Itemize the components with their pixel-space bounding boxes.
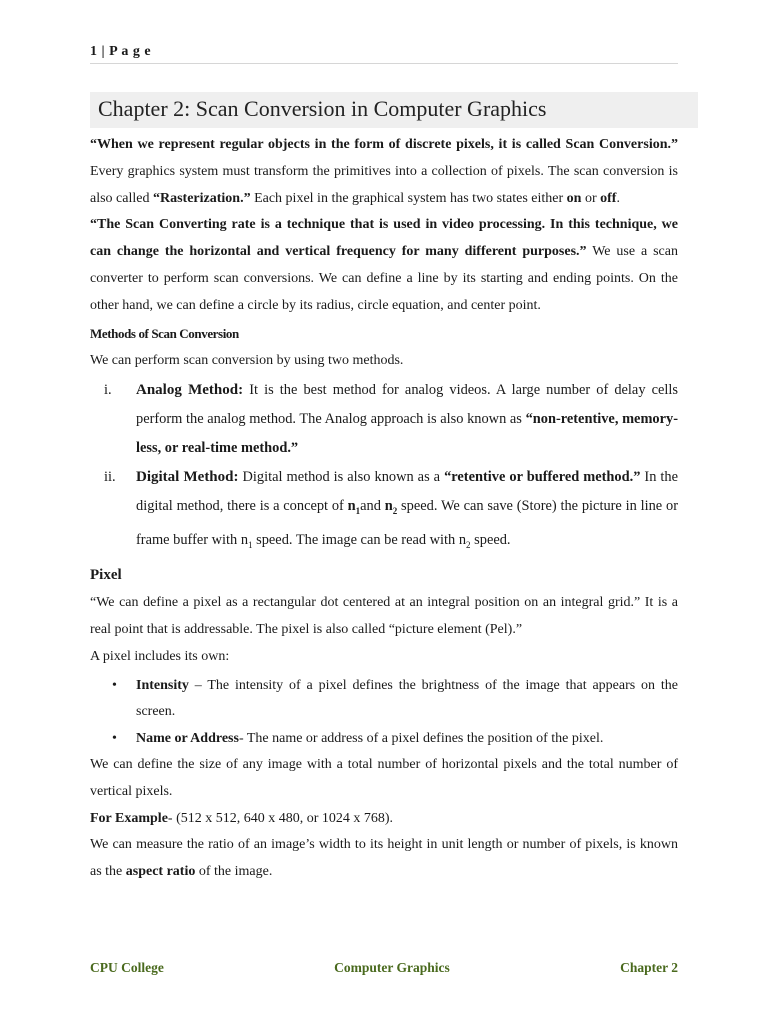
- footer-course: Computer Graphics: [334, 960, 450, 975]
- aspect-ratio-term: aspect ratio: [125, 864, 196, 880]
- digital-method-text-3: and: [360, 498, 385, 515]
- list-item-digital-method: [90, 463, 678, 560]
- methods-list: [90, 376, 678, 560]
- analog-method-label: Analog Method:: [136, 382, 244, 399]
- para1-text-2: Each pixel in the graphical system has two states either: [250, 190, 567, 206]
- off-term: off: [600, 190, 617, 206]
- page-separator: |: [101, 44, 106, 59]
- para1-text-1: Every graphics system must transform the primitives into a collection of pixels. The scan conversion is also called: [90, 163, 678, 206]
- name-address-text: - The name or address of a pixel defines the position of the pixel.: [238, 730, 604, 746]
- analog-method-text: It is the best method for analog videos. A large number of delay cells perform the analog method. The Analog approach is also known as: [136, 382, 678, 428]
- name-address-label: Name or Address: [136, 730, 239, 746]
- example-text: - (512 x 512, 640 x 480, or 1024 x 768).: [167, 810, 394, 826]
- digital-method-text-6: speed.: [470, 532, 511, 549]
- footer-college: CPU College: [90, 960, 164, 975]
- methods-intro: We can perform scan conversion by using two methods.: [90, 352, 404, 368]
- bullet-icon: •: [112, 730, 117, 746]
- example-paragraph: [90, 806, 678, 833]
- pixel-properties-list: [90, 673, 678, 753]
- list-number: i.: [104, 382, 112, 399]
- n2-letter: n: [384, 498, 393, 515]
- n1-subscript: 1: [355, 506, 361, 517]
- digital-method-text-5: speed. The image can be read with n: [252, 532, 467, 549]
- para1-text-4: .: [616, 190, 620, 206]
- n1-term: [347, 498, 361, 517]
- list-item-intensity: [90, 673, 678, 726]
- example-label: For Example: [90, 810, 168, 826]
- digital-method-label: Digital Method:: [136, 469, 239, 486]
- aspect-text-2: of the image.: [195, 864, 273, 880]
- methods-heading: Methods of Scan Conversion: [90, 325, 239, 341]
- intensity-label: Intensity: [136, 677, 189, 693]
- list-number: ii.: [104, 469, 116, 486]
- analog-method-alias: “non-retentive, memory-less, or real-time method.”: [136, 411, 679, 457]
- n1-speed-subscript: 1: [248, 540, 253, 551]
- intensity-text: – The intensity of a pixel defines the brightness of the image that appears on the screen.: [136, 677, 678, 720]
- para1-text-3: or: [581, 190, 601, 206]
- pixel-includes: A pixel includes its own:: [90, 648, 230, 664]
- aspect-ratio-paragraph: [90, 832, 678, 886]
- rasterization-term: “Rasterization.”: [152, 190, 251, 206]
- intro-paragraph: [90, 132, 678, 212]
- page-number: 1: [90, 44, 98, 59]
- n1-letter: n: [347, 498, 356, 515]
- digital-method-alias: “retentive or buffered method.”: [444, 469, 641, 486]
- page-label: P a g e: [109, 44, 152, 59]
- aspect-text-1: We can measure the ratio of an image’s width to its height in unit length or number of pixels, is known as the: [90, 837, 678, 880]
- page-header: [90, 44, 678, 64]
- n2-speed-subscript: 2: [466, 540, 471, 551]
- digital-method-text-2: In the digital method, there is a concept of: [136, 469, 678, 515]
- scan-rate-paragraph: [90, 212, 678, 319]
- page-footer: [90, 960, 678, 976]
- n2-term: [384, 498, 398, 517]
- scan-conversion-definition: “When we represent regular objects in the form of discrete pixels, it is called Scan Conversion.”: [90, 137, 678, 152]
- footer-chapter: Chapter 2: [620, 960, 678, 975]
- bullet-icon: •: [112, 677, 117, 693]
- list-item-name-address: [90, 726, 678, 753]
- list-item-analog-method: [90, 376, 678, 463]
- pixel-definition: “We can define a pixel as a rectangular dot centered at an integral position on an integral grid.” It is a real point that is addressable. The pixel is also called “picture element (Pel).”: [90, 595, 678, 637]
- digital-method-text-1: Digital method is also known as a: [238, 469, 445, 486]
- image-size-paragraph: We can define the size of any image with a total number of horizontal pixels and the total number of vertical pixels.: [90, 757, 678, 799]
- document-body: [90, 92, 678, 886]
- chapter-title: Chapter 2: Scan Conversion in Computer Graphics: [90, 92, 698, 128]
- pixel-heading: Pixel: [90, 567, 122, 584]
- on-term: on: [566, 190, 582, 206]
- scan-rate-definition: “The Scan Converting rate is a technique that is used in video processing. In this technique, we can change the horizontal and vertical frequency for many different purposes.”: [90, 217, 678, 260]
- digital-method-text-4: speed. We can save (Store) the picture in line or frame buffer with n: [136, 498, 678, 549]
- para2-text: We use a scan converter to perform scan conversions. We can define a line by its starting and ending points. On the other hand, we can define a circle by its radius, circle equation, and center point.: [90, 244, 678, 313]
- n2-subscript: 2: [392, 506, 398, 517]
